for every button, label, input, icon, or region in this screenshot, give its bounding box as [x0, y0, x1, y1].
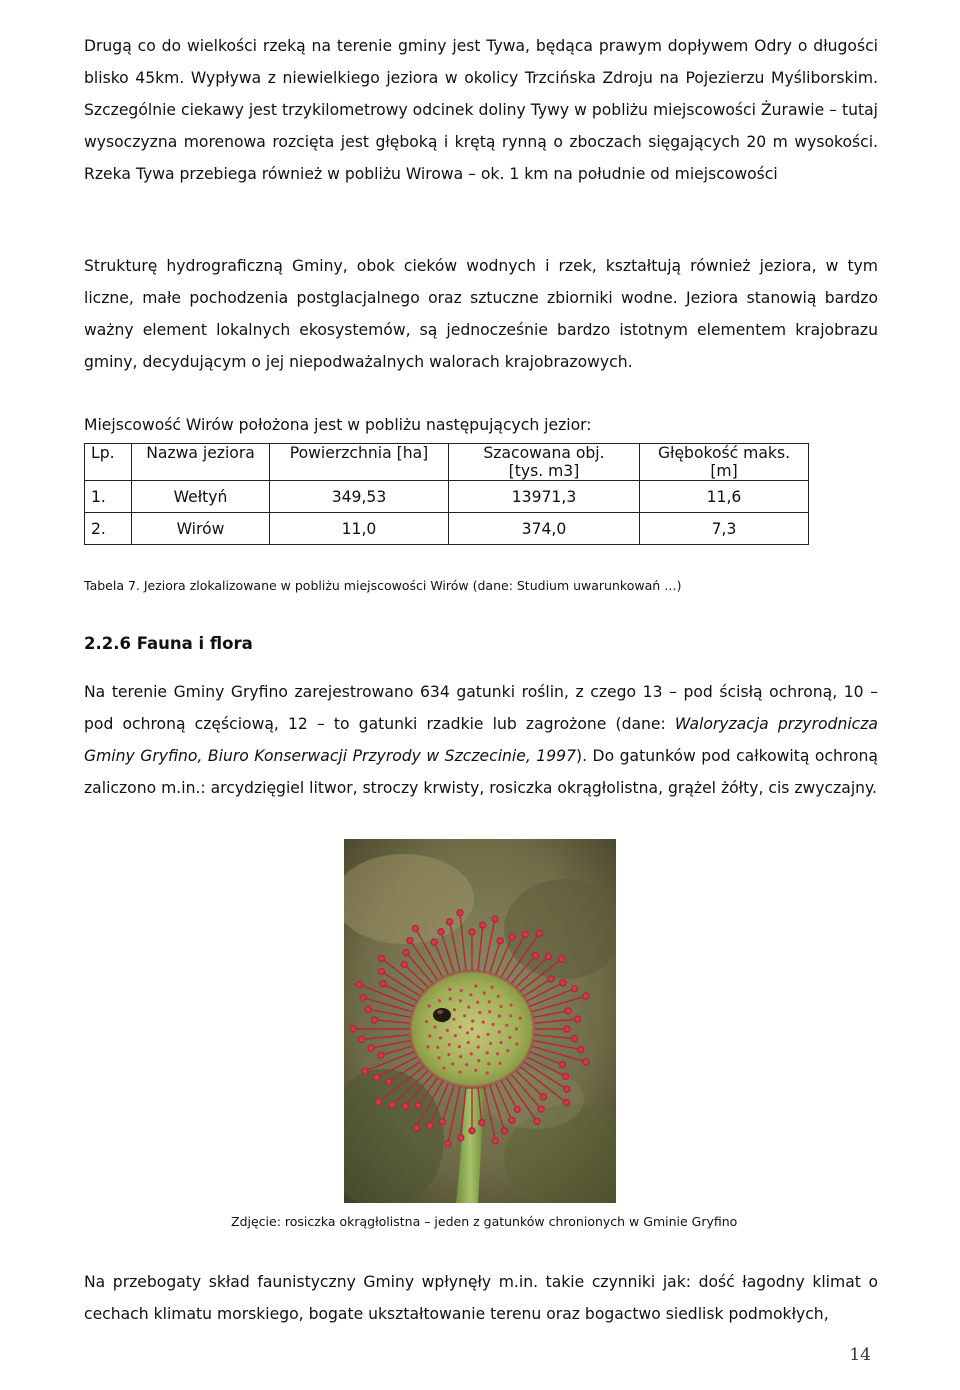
- header-area: Powierzchnia [ha]: [270, 444, 449, 481]
- header-name: Nazwa jeziora: [132, 444, 270, 481]
- paragraph-fauna: Na przebogaty skład faunistyczny Gminy wpłynęły m.in. takie czynniki jak: dość łagodny klimat o cechach klimatu morskiego, bogate ukształtowanie terenu oraz bogactwo siedlisk podmokłych,: [84, 1273, 878, 1323]
- cell-area: 349,53: [270, 481, 449, 513]
- sundew-photo: [344, 839, 616, 1203]
- paragraph-lakes-intro: Miejscowość Wirów położona jest w pobliżu następujących jezior:: [84, 416, 592, 434]
- source-citation: Waloryzacja przyrodnicza Gminy Gryfino, Biuro Konserwacji Przyrody w Szczecinie, 1997: [84, 715, 878, 765]
- header-depth: Głębokość maks. [m]: [640, 444, 809, 481]
- cell-lp: 2.: [85, 513, 132, 545]
- table-row: [85, 481, 809, 513]
- cell-name: Wirów: [132, 513, 270, 545]
- header-volume: Szacowana obj. [tys. m3]: [449, 444, 640, 481]
- page-number: 14: [849, 1345, 871, 1365]
- cell-lp: 1.: [85, 481, 132, 513]
- cell-area: 11,0: [270, 513, 449, 545]
- table-row: [85, 513, 809, 545]
- paragraph-tywa-river: Drugą co do wielkości rzeką na terenie gminy jest Tywa, będąca prawym dopływem Odry o długości blisko 45km. Wypływa z niewielkiego jeziora w okolicy Trzcińska Zdroju na Pojezierzu Myśliborskim. Szczególnie ciekawy jest trzykilometrowy odcinek doliny Tywy w pobliżu miejscowości Żurawie – tutaj wysoczyzna morenowa rozcięta jest głęboką i krętą rynną o zboczach sięgających 20 m wysokości. Rzeka Tywa przebiega również w pobliżu Wirowa – ok. 1 km na południe od miejscowości: [84, 37, 878, 183]
- cell-depth: 11,6: [640, 481, 809, 513]
- paragraph-flora: Na terenie Gminy Gryfino zarejestrowano 634 gatunki roślin, z czego 13 – pod ścisłą ochroną, 10 – pod ochroną częściową, 12 – to gatunki rzadkie lub zagrożone (dane: Waloryzacja przyrodnicza Gminy Gryfino, Biuro Konserwacji Przyrody w Szczecinie, 1997). Do gatunków pod całkowitą ochroną zaliczono m.in.: arcydzięgiel litwor, stroczy krwisty, rosiczka okrągłolistna, grążel żółty, cis zwyczajny.: [84, 683, 878, 797]
- table-header-row: [85, 444, 809, 481]
- cell-depth: 7,3: [640, 513, 809, 545]
- cell-volume: 13971,3: [449, 481, 640, 513]
- section-heading: 2.2.6 Fauna i flora: [84, 634, 253, 653]
- photo-caption: Zdjęcie: rosiczka okrągłolistna – jeden z gatunków chronionych w Gminie Gryfino: [231, 1214, 738, 1229]
- cell-name: Wełtyń: [132, 481, 270, 513]
- header-lp: Lp.: [85, 444, 132, 481]
- lakes-table: [84, 443, 809, 545]
- table-caption: Tabela 7. Jeziora zlokalizowane w pobliżu miejscowości Wirów (dane: Studium uwarunkowań …): [84, 578, 682, 593]
- paragraph-hydrography: Strukturę hydrograficzną Gminy, obok cieków wodnych i rzek, kształtują również jeziora, w tym liczne, małe pochodzenia postglacjalnego oraz sztuczne zbiorniki wodne. Jeziora stanowią bardzo ważny element lokalnych ekosystemów, są jednocześnie bardzo istotnym elementem krajobrazu gminy, decydującym o jej niepodważalnych walorach krajobrazowych.: [84, 257, 878, 371]
- cell-volume: 374,0: [449, 513, 640, 545]
